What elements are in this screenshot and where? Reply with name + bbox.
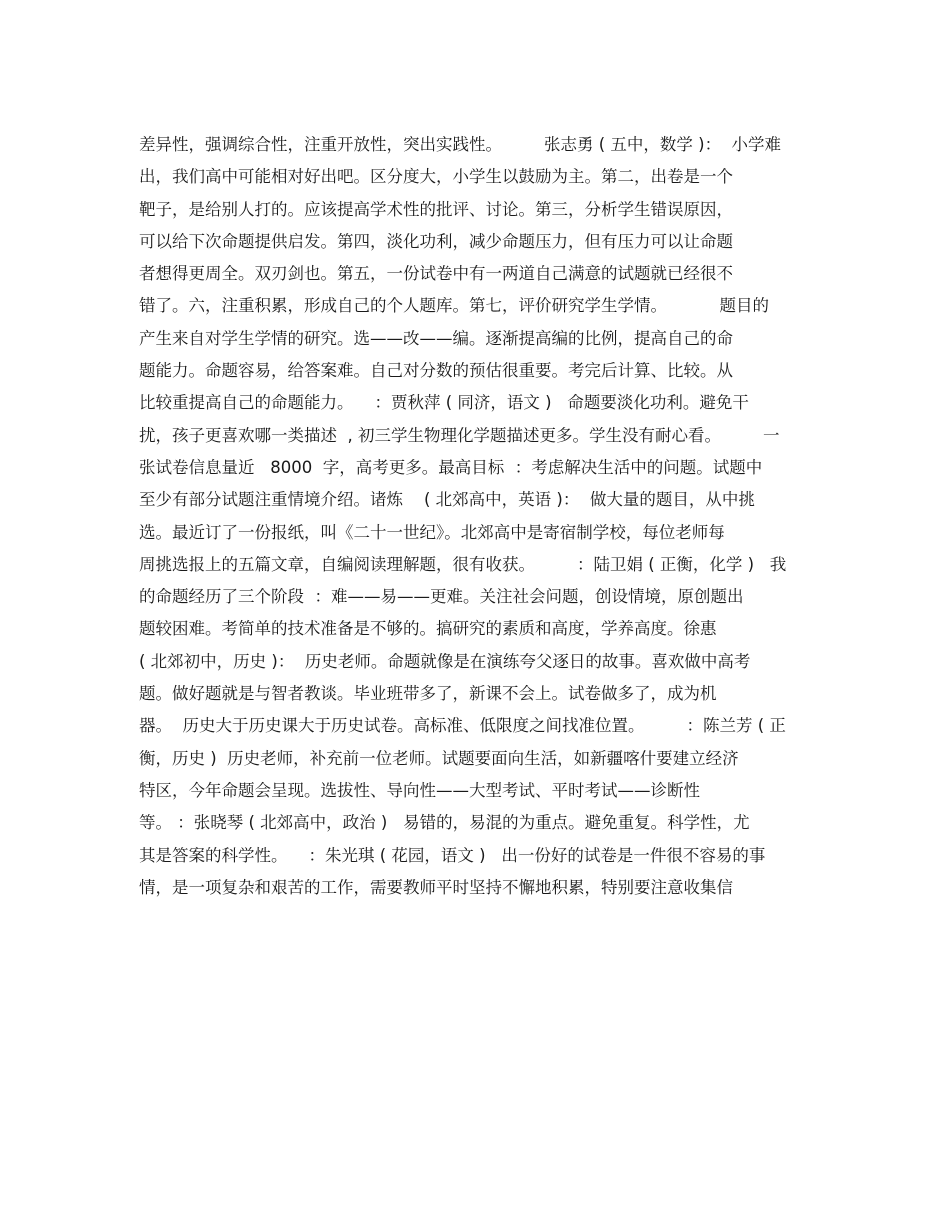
text-line: 题能力。命题容易，给答案难。自己对分数的预估很重要。考完后计算、比较。从 <box>139 361 733 381</box>
text-line: 周挑选报上的五篇文章，自编阅读理解题，很有收获。 ：陆卫娟 ( 正衡，化学 ) 我 <box>139 554 787 574</box>
body-text <box>139 129 829 904</box>
text-line: 可以给下次命题提供启发。第四，淡化功利，减少命题压力，但有压力可以让命题 <box>139 231 733 251</box>
text-line: 比较重提高自己的命题能力。 ：贾秋萍 ( 同济，语文 ) 命题要淡化功利。避免干 <box>139 393 749 413</box>
text-line: ( 北郊初中，历史 )： 历史老师。命题就像是在演练夸父逐日的故事。喜欢做中高考 <box>139 651 751 671</box>
text-line: 产生来自对学生学情的研究。选——改——编。逐渐提高编的比例，提高自己的命 <box>139 328 733 348</box>
text-line: 其是答案的科学性。 ：朱光琪 ( 花园，语文 ) 出一份好的试卷是一件很不容易的事 <box>139 845 766 865</box>
text-line: 者想得更周全。双刃剑也。第五，一份试卷中有一两道自己满意的试题就已经很不 <box>139 264 733 284</box>
text-line: 题。做好题就是与智者教谈。毕业班带多了，新课不会上。试卷做多了，成为机 <box>139 684 717 704</box>
text-line: 等。 ：张晓琴 ( 北郊高中，政治 ) 易错的，易混的为重点。避免重复。科学性，尤 <box>139 813 750 833</box>
text-line: 情，是一项复杂和艰苦的工作，需要教师平时坚持不懈地积累，特别要注意收集信 <box>139 877 733 897</box>
text-line: 张试卷信息量近 8000 字，高考更多。最高目标 ：考虑解决生活中的问题。试题中 <box>139 457 763 477</box>
text-line: 的命题经历了三个阶段 ：难——易——更难。关注社会问题，创设情境，原创题出 <box>139 587 744 607</box>
text-line: 器。 历史大于历史课大于历史试卷。高标准、低限度之间找准位置。 ：陈兰芳 ( 正 <box>139 716 786 736</box>
text-line: 至少有部分试题注重情境介绍。诸炼 ( 北郊高中，英语 )： 做大量的题目，从中挑 <box>139 490 755 510</box>
text-line: 题较困难。考简单的技术准备是不够的。搞研究的素质和高度，学养高度。徐惠 <box>139 619 717 639</box>
text-line: 差异性，强调综合性，注重开放性，突出实践性。 张志勇 ( 五中，数学 )： 小学难 <box>139 135 782 154</box>
text-line: 靶子，是给别人打的。应该提高学术性的批评、讨论。第三，分析学生错误原因， <box>139 199 733 219</box>
text-line: 特区，今年命题会呈现。选拔性、导向性——大型考试、平时考试——诊断性 <box>139 780 700 800</box>
text-line: 错了。六，注重积累，形成自己的个人题库。第七，评价研究学生学情。 题目的 <box>139 296 769 316</box>
text-line: 出，我们高中可能相对好出吧。区分度大，小学生以鼓励为主。第二，出卷是一个 <box>139 167 733 187</box>
text-line: 衡，历史 ) 历史老师，补充前一位老师。试题要面向生活，如新疆喀什要建立经济 <box>139 748 739 768</box>
text-line: 选。最近订了一份报纸，叫《二十一世纪》。北郊高中是寄宿制学校，每位老师每 <box>139 522 725 542</box>
text-line: 扰，孩子更喜欢哪一类描述 , 初三学生物理化学题描述更多。学生没有耐心看。 一 <box>139 425 780 445</box>
